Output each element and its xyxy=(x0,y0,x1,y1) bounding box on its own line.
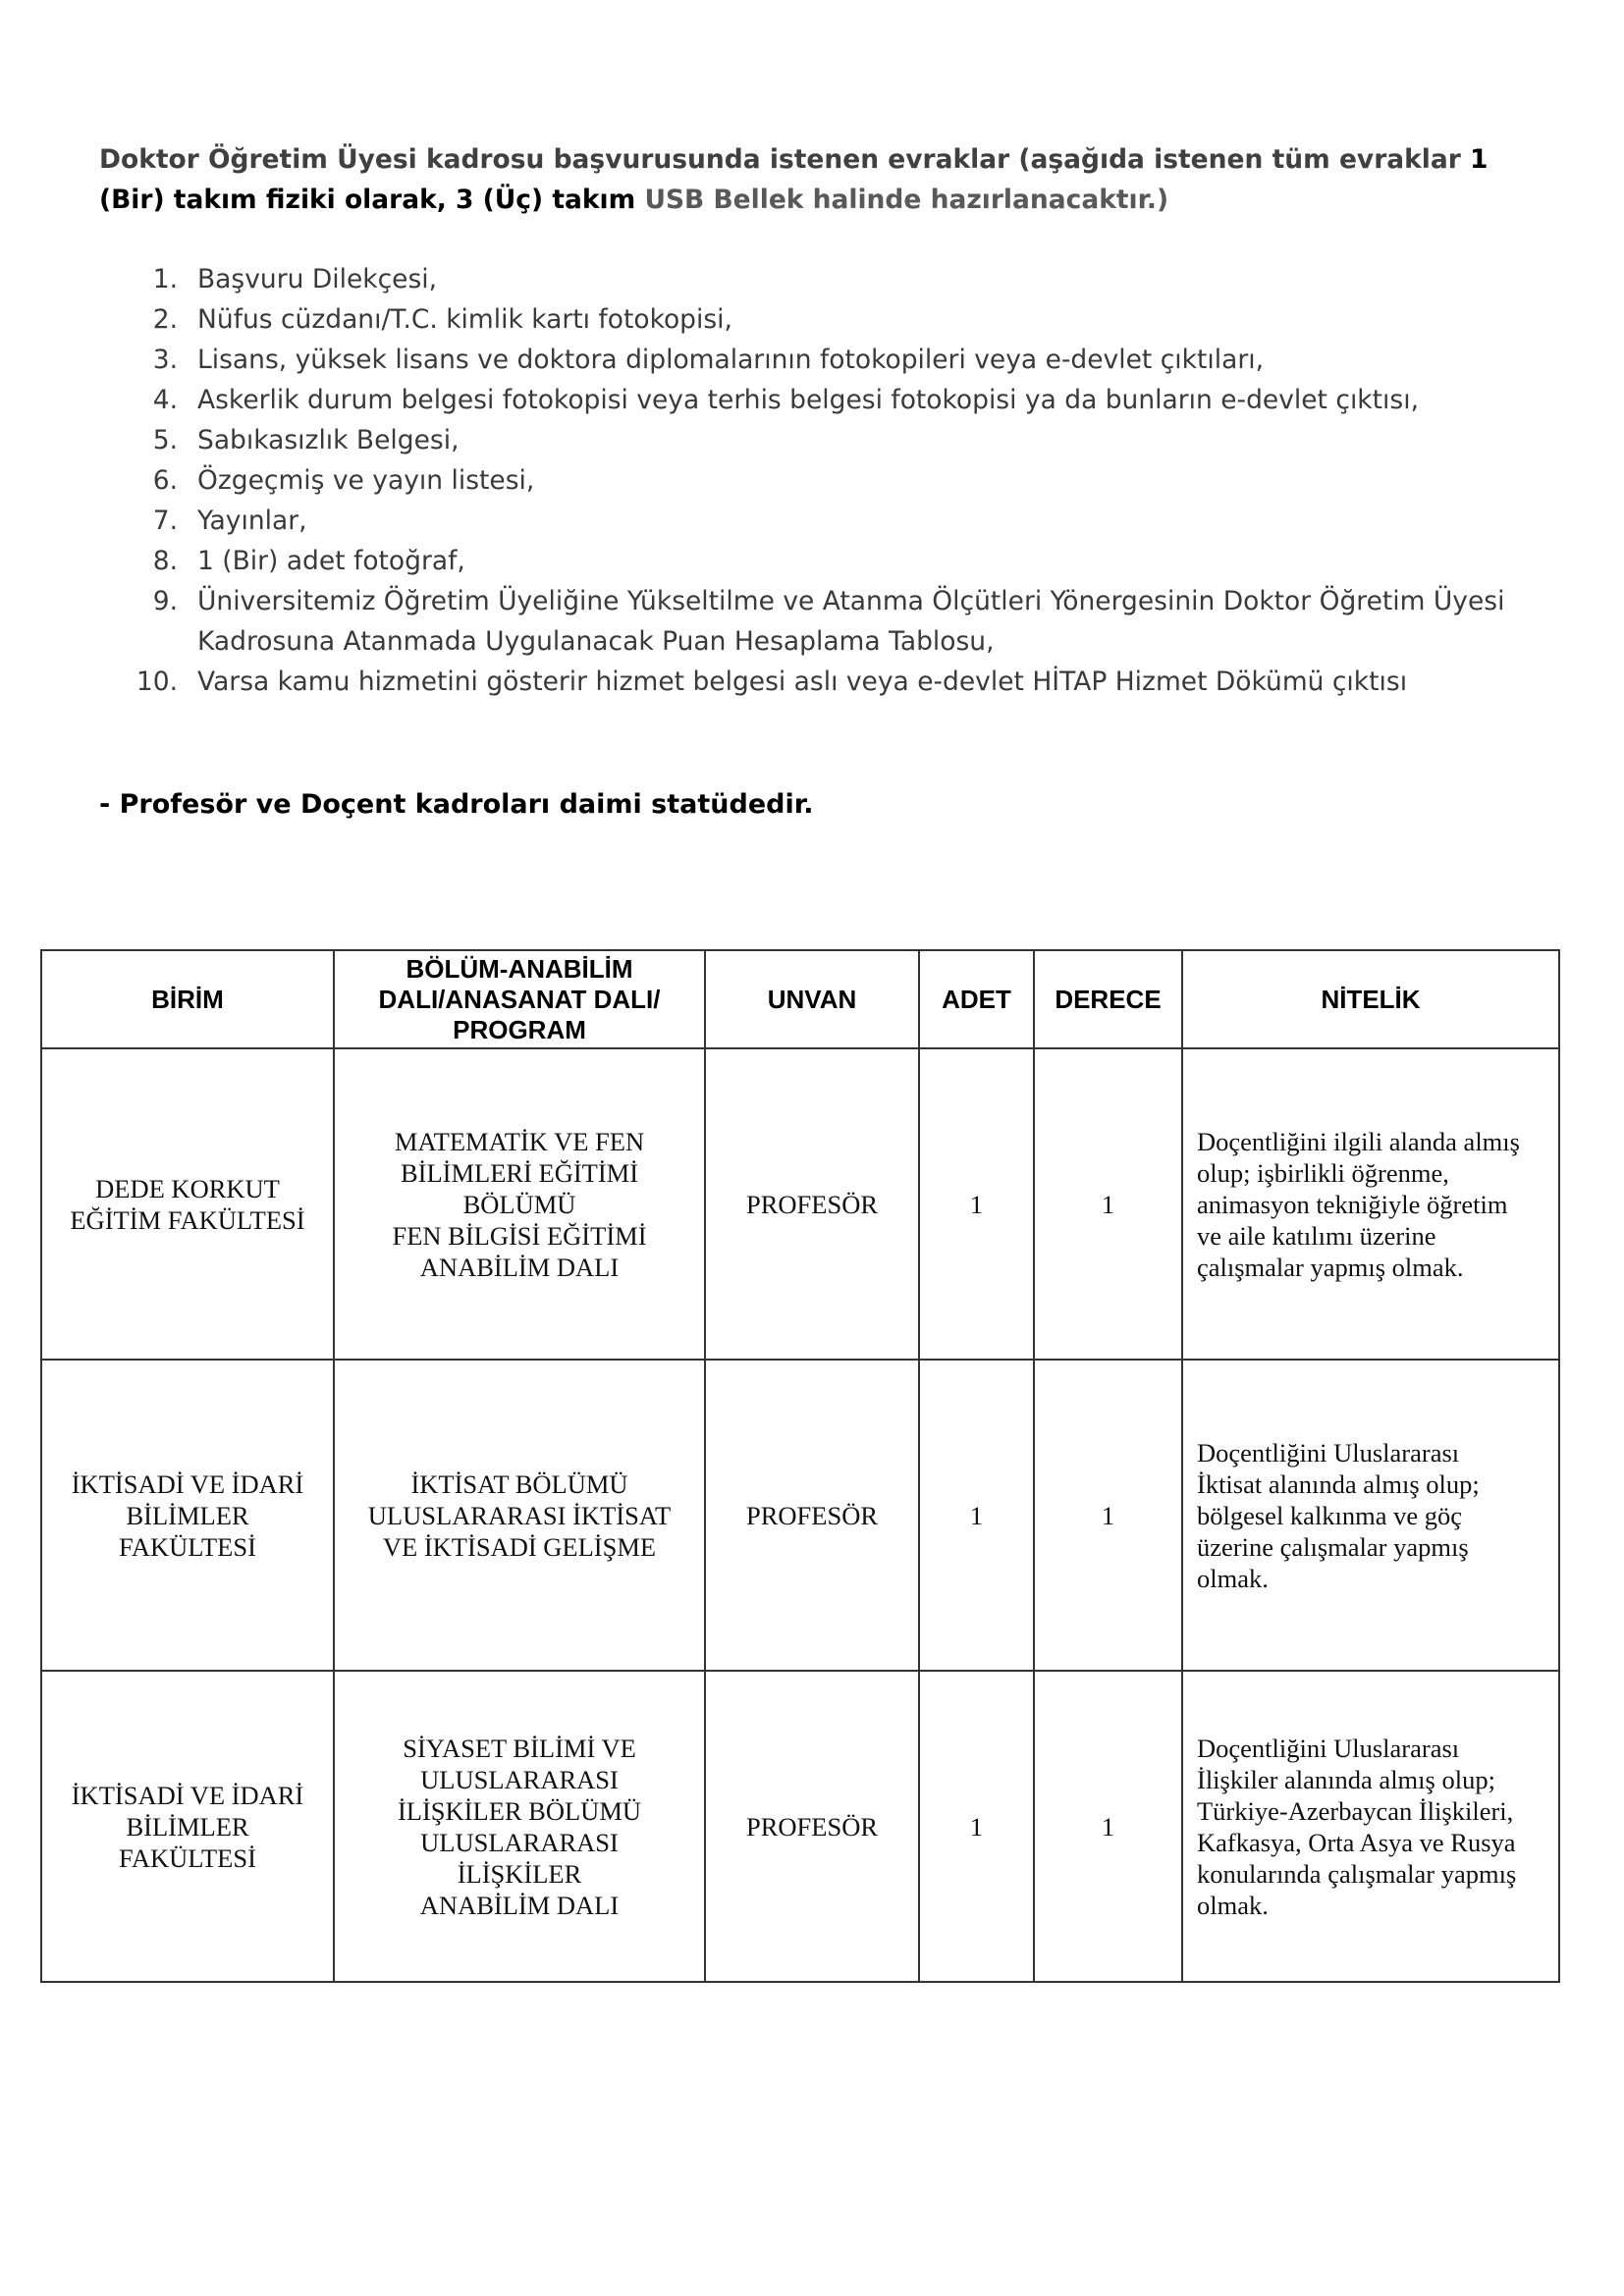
cell-derece: 1 xyxy=(1034,1360,1182,1671)
list-text: Üniversitemiz Öğretim Üyeliğine Yükseltilme ve Atanma Ölçütleri Yönergesinin Doktor Öğretim Üyesi Kadrosuna Atanmada Uygulanacak Puan Hesaplama Tablosu, xyxy=(197,586,1505,657)
cell-birim: DEDE KORKUT EĞİTİM FAKÜLTESİ xyxy=(41,1048,334,1360)
table-row xyxy=(41,1360,1559,1671)
list-item xyxy=(99,420,1552,460)
cell-adet: 1 xyxy=(919,1360,1034,1671)
list-item xyxy=(99,380,1552,420)
cell-adet: 1 xyxy=(919,1671,1034,1982)
list-number: 7. xyxy=(152,506,178,536)
status-note: - Profesör ve Doçent kadroları daimi statüdedir. xyxy=(99,789,814,820)
cell-adet: 1 xyxy=(919,1048,1034,1360)
list-text: Varsa kamu hizmetini gösterir hizmet belgesi aslı veya e-devlet HİTAP Hizmet Dökümü çıktısı xyxy=(197,667,1408,697)
table-row xyxy=(41,1671,1559,1982)
list-item xyxy=(99,501,1552,541)
list-text: 1 (Bir) adet fotoğraf, xyxy=(197,546,465,576)
cell-nitelik: Doçentliğini Uluslararası İlişkiler alanında almış olup; Türkiye-Azerbaycan İlişkileri, Kafkasya, Orta Asya ve Rusya konularında çalışmalar yapmış olmak. xyxy=(1182,1671,1559,1982)
list-text: Başvuru Dilekçesi, xyxy=(197,264,438,294)
table-header-row xyxy=(41,950,1559,1048)
table-row xyxy=(41,1048,1559,1360)
list-number: 6. xyxy=(152,465,178,496)
cell-unvan: PROFESÖR xyxy=(705,1360,919,1671)
list-text: Yayınlar, xyxy=(197,506,307,536)
list-item xyxy=(99,299,1552,340)
cell-derece: 1 xyxy=(1034,1048,1182,1360)
cell-bolum: İKTİSAT BÖLÜMÜ ULUSLARARASI İKTİSAT VE İKTİSADİ GELİŞME xyxy=(334,1360,705,1671)
list-number: 4. xyxy=(152,385,178,415)
list-text: Sabıkasızlık Belgesi, xyxy=(197,425,460,455)
list-item xyxy=(99,581,1552,662)
intro-text-3: USB Bellek halinde hazırlanacaktır.) xyxy=(644,185,1169,215)
header-unvan: UNVAN xyxy=(705,950,919,1048)
cell-bolum: MATEMATİK VE FEN BİLİMLERİ EĞİTİMİ BÖLÜMÜ FEN BİLGİSİ EĞİTİMİ ANABİLİM DALI xyxy=(334,1048,705,1360)
list-number: 2. xyxy=(152,304,178,335)
header-derece: DERECE xyxy=(1034,950,1182,1048)
list-item xyxy=(99,259,1552,299)
intro-text-2: 1 (Bir) takım fiziki olarak, 3 (Üç) takım xyxy=(99,144,1489,215)
positions-table xyxy=(40,949,1560,1983)
list-number: 9. xyxy=(152,586,178,616)
header-birim: BİRİM xyxy=(41,950,334,1048)
cell-bolum: SİYASET BİLİMİ VE ULUSLARARASI İLİŞKİLER BÖLÜMÜ ULUSLARARASI İLİŞKİLER ANABİLİM DALI xyxy=(334,1671,705,1982)
list-item xyxy=(99,662,1552,702)
list-number: 1. xyxy=(152,264,178,294)
requirements-intro xyxy=(99,139,1552,220)
cell-birim: İKTİSADİ VE İDARİ BİLİMLER FAKÜLTESİ xyxy=(41,1360,334,1671)
list-item xyxy=(99,340,1552,380)
cell-nitelik: Doçentliğini Uluslararası İktisat alanında almış olup; bölgesel kalkınma ve göç üzerine çalışmalar yapmış olmak. xyxy=(1182,1360,1559,1671)
header-bolum: BÖLÜM-ANABİLİM DALI/ANASANAT DALI/ PROGRAM xyxy=(334,950,705,1048)
cell-derece: 1 xyxy=(1034,1671,1182,1982)
list-item xyxy=(99,541,1552,581)
intro-text-1: Doktor Öğretim Üyesi kadrosu başvurusunda istenen evraklar (aşağıda istenen tüm evraklar xyxy=(99,144,1471,175)
list-text: Lisans, yüksek lisans ve doktora diplomalarının fotokopileri veya e-devlet çıktıları, xyxy=(197,345,1265,375)
cell-birim: İKTİSADİ VE İDARİ BİLİMLER FAKÜLTESİ xyxy=(41,1671,334,1982)
list-item xyxy=(99,460,1552,501)
header-nitelik: NİTELİK xyxy=(1182,950,1559,1048)
list-number: 10. xyxy=(135,667,178,697)
list-text: Nüfus cüzdanı/T.C. kimlik kartı fotokopisi, xyxy=(197,304,732,335)
header-adet: ADET xyxy=(919,950,1034,1048)
cell-unvan: PROFESÖR xyxy=(705,1671,919,1982)
list-text: Özgeçmiş ve yayın listesi, xyxy=(197,465,535,496)
list-number: 3. xyxy=(152,345,178,375)
cell-nitelik: Doçentliğini ilgili alanda almış olup; işbirlikli öğrenme, animasyon tekniğiyle öğretim ve aile katılımı üzerine çalışmalar yapmış olmak. xyxy=(1182,1048,1559,1360)
list-text: Askerlik durum belgesi fotokopisi veya terhis belgesi fotokopisi ya da bunların e-devlet çıktısı, xyxy=(197,385,1419,415)
list-number: 5. xyxy=(152,425,178,455)
cell-unvan: PROFESÖR xyxy=(705,1048,919,1360)
list-number: 8. xyxy=(152,546,178,576)
requirements-list xyxy=(99,259,1552,702)
